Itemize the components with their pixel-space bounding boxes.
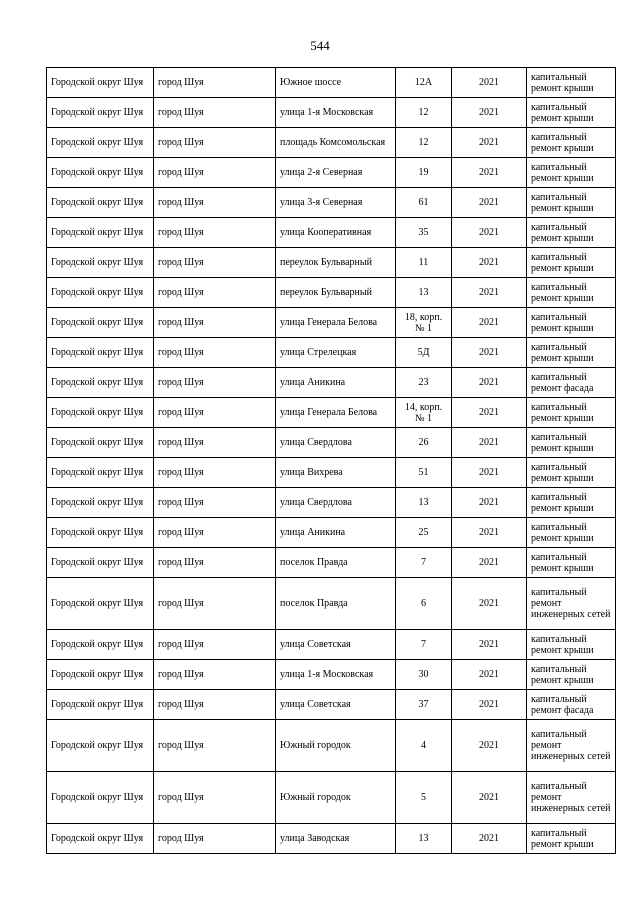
district-cell: Городской округ Шуя <box>47 488 154 518</box>
city-cell: город Шуя <box>154 188 276 218</box>
house-number-cell: 35 <box>396 218 452 248</box>
table-row <box>47 518 616 548</box>
table-row <box>47 458 616 488</box>
work-type-cell: капитальный ремонт крыши <box>527 428 616 458</box>
city-cell: город Шуя <box>154 578 276 630</box>
work-type-cell: капитальный ремонт фасада <box>527 368 616 398</box>
year-cell: 2021 <box>452 188 527 218</box>
district-cell: Городской округ Шуя <box>47 128 154 158</box>
year-cell: 2021 <box>452 68 527 98</box>
house-number-cell: 13 <box>396 488 452 518</box>
work-type-cell: капитальный ремонт крыши <box>527 824 616 854</box>
house-number-cell: 25 <box>396 518 452 548</box>
table-row <box>47 548 616 578</box>
table-row <box>47 488 616 518</box>
table-row <box>47 338 616 368</box>
work-type-cell: капитальный ремонт фасада <box>527 690 616 720</box>
work-type-cell: капитальный ремонт крыши <box>527 158 616 188</box>
city-cell: город Шуя <box>154 690 276 720</box>
district-cell: Городской округ Шуя <box>47 578 154 630</box>
street-cell: улица Свердлова <box>276 428 396 458</box>
year-cell: 2021 <box>452 488 527 518</box>
table-row <box>47 660 616 690</box>
house-number-cell: 61 <box>396 188 452 218</box>
district-cell: Городской округ Шуя <box>47 548 154 578</box>
street-cell: улица Заводская <box>276 824 396 854</box>
work-type-cell: капитальный ремонт крыши <box>527 630 616 660</box>
table-row <box>47 630 616 660</box>
city-cell: город Шуя <box>154 824 276 854</box>
street-cell: переулок Бульварный <box>276 248 396 278</box>
year-cell: 2021 <box>452 772 527 824</box>
street-cell: улица Советская <box>276 630 396 660</box>
house-number-cell: 12 <box>396 128 452 158</box>
street-cell: улица Генерала Белова <box>276 398 396 428</box>
work-type-cell: капитальный ремонт крыши <box>527 338 616 368</box>
work-type-cell: капитальный ремонт крыши <box>527 218 616 248</box>
street-cell: улица Свердлова <box>276 488 396 518</box>
street-cell: Южный городок <box>276 720 396 772</box>
work-type-cell: капитальный ремонт инженерных сетей <box>527 578 616 630</box>
district-cell: Городской округ Шуя <box>47 458 154 488</box>
house-number-cell: 19 <box>396 158 452 188</box>
year-cell: 2021 <box>452 368 527 398</box>
city-cell: город Шуя <box>154 630 276 660</box>
street-cell: улица Стрелецкая <box>276 338 396 368</box>
street-cell: Южное шоссе <box>276 68 396 98</box>
table-row <box>47 68 616 98</box>
street-cell: поселок Правда <box>276 548 396 578</box>
street-cell: улица Советская <box>276 690 396 720</box>
house-number-cell: 14, корп. № 1 <box>396 398 452 428</box>
table-row <box>47 368 616 398</box>
district-cell: Городской округ Шуя <box>47 368 154 398</box>
work-type-cell: капитальный ремонт крыши <box>527 458 616 488</box>
district-cell: Городской округ Шуя <box>47 188 154 218</box>
city-cell: город Шуя <box>154 518 276 548</box>
year-cell: 2021 <box>452 578 527 630</box>
district-cell: Городской округ Шуя <box>47 218 154 248</box>
table-row <box>47 308 616 338</box>
work-type-cell: капитальный ремонт крыши <box>527 548 616 578</box>
district-cell: Городской округ Шуя <box>47 720 154 772</box>
city-cell: город Шуя <box>154 660 276 690</box>
street-cell: Южный городок <box>276 772 396 824</box>
table-row <box>47 98 616 128</box>
year-cell: 2021 <box>452 278 527 308</box>
work-type-cell: капитальный ремонт крыши <box>527 68 616 98</box>
street-cell: площадь Комсомольская <box>276 128 396 158</box>
district-cell: Городской округ Шуя <box>47 630 154 660</box>
city-cell: город Шуя <box>154 368 276 398</box>
work-type-cell: капитальный ремонт крыши <box>527 660 616 690</box>
house-number-cell: 12А <box>396 68 452 98</box>
house-number-cell: 23 <box>396 368 452 398</box>
city-cell: город Шуя <box>154 98 276 128</box>
house-number-cell: 18, корп. № 1 <box>396 308 452 338</box>
table-row <box>47 278 616 308</box>
district-cell: Городской округ Шуя <box>47 518 154 548</box>
year-cell: 2021 <box>452 690 527 720</box>
city-cell: город Шуя <box>154 458 276 488</box>
street-cell: улица Вихрева <box>276 458 396 488</box>
district-cell: Городской округ Шуя <box>47 398 154 428</box>
year-cell: 2021 <box>452 458 527 488</box>
house-number-cell: 30 <box>396 660 452 690</box>
district-cell: Городской округ Шуя <box>47 824 154 854</box>
house-number-cell: 7 <box>396 630 452 660</box>
house-number-cell: 4 <box>396 720 452 772</box>
city-cell: город Шуя <box>154 308 276 338</box>
street-cell: улица Аникина <box>276 518 396 548</box>
work-type-cell: капитальный ремонт инженерных сетей <box>527 772 616 824</box>
district-cell: Городской округ Шуя <box>47 248 154 278</box>
city-cell: город Шуя <box>154 278 276 308</box>
work-type-cell: капитальный ремонт крыши <box>527 128 616 158</box>
year-cell: 2021 <box>452 218 527 248</box>
table-row <box>47 248 616 278</box>
district-cell: Городской округ Шуя <box>47 158 154 188</box>
table-row <box>47 218 616 248</box>
district-cell: Городской округ Шуя <box>47 338 154 368</box>
house-number-cell: 13 <box>396 824 452 854</box>
district-cell: Городской округ Шуя <box>47 278 154 308</box>
table-row <box>47 720 616 772</box>
city-cell: город Шуя <box>154 338 276 368</box>
work-type-cell: капитальный ремонт крыши <box>527 248 616 278</box>
city-cell: город Шуя <box>154 488 276 518</box>
work-type-cell: капитальный ремонт крыши <box>527 308 616 338</box>
house-number-cell: 51 <box>396 458 452 488</box>
city-cell: город Шуя <box>154 398 276 428</box>
year-cell: 2021 <box>452 518 527 548</box>
house-number-cell: 7 <box>396 548 452 578</box>
work-type-cell: капитальный ремонт крыши <box>527 398 616 428</box>
street-cell: улица 1-я Московская <box>276 98 396 128</box>
city-cell: город Шуя <box>154 158 276 188</box>
district-cell: Городской округ Шуя <box>47 98 154 128</box>
house-number-cell: 13 <box>396 278 452 308</box>
year-cell: 2021 <box>452 158 527 188</box>
year-cell: 2021 <box>452 398 527 428</box>
district-cell: Городской округ Шуя <box>47 690 154 720</box>
district-cell: Городской округ Шуя <box>47 308 154 338</box>
year-cell: 2021 <box>452 660 527 690</box>
year-cell: 2021 <box>452 630 527 660</box>
city-cell: город Шуя <box>154 128 276 158</box>
street-cell: переулок Бульварный <box>276 278 396 308</box>
year-cell: 2021 <box>452 720 527 772</box>
house-number-cell: 37 <box>396 690 452 720</box>
work-type-cell: капитальный ремонт крыши <box>527 518 616 548</box>
city-cell: город Шуя <box>154 218 276 248</box>
year-cell: 2021 <box>452 428 527 458</box>
street-cell: улица Генерала Белова <box>276 308 396 338</box>
street-cell: поселок Правда <box>276 578 396 630</box>
page-number: 544 <box>310 38 330 53</box>
work-type-cell: капитальный ремонт крыши <box>527 488 616 518</box>
street-cell: улица 2-я Северная <box>276 158 396 188</box>
year-cell: 2021 <box>452 338 527 368</box>
table-row <box>47 188 616 218</box>
year-cell: 2021 <box>452 308 527 338</box>
district-cell: Городской округ Шуя <box>47 772 154 824</box>
work-type-cell: капитальный ремонт инженерных сетей <box>527 720 616 772</box>
city-cell: город Шуя <box>154 548 276 578</box>
district-cell: Городской округ Шуя <box>47 428 154 458</box>
house-number-cell: 11 <box>396 248 452 278</box>
city-cell: город Шуя <box>154 772 276 824</box>
city-cell: город Шуя <box>154 428 276 458</box>
house-number-cell: 12 <box>396 98 452 128</box>
street-cell: улица Аникина <box>276 368 396 398</box>
table-row <box>47 128 616 158</box>
table-row <box>47 398 616 428</box>
table-row <box>47 428 616 458</box>
year-cell: 2021 <box>452 98 527 128</box>
year-cell: 2021 <box>452 824 527 854</box>
district-cell: Городской округ Шуя <box>47 660 154 690</box>
district-cell: Городской округ Шуя <box>47 68 154 98</box>
house-number-cell: 26 <box>396 428 452 458</box>
house-number-cell: 5 <box>396 772 452 824</box>
city-cell: город Шуя <box>154 68 276 98</box>
work-type-cell: капитальный ремонт крыши <box>527 98 616 128</box>
year-cell: 2021 <box>452 548 527 578</box>
street-cell: улица Кооперативная <box>276 218 396 248</box>
table-row <box>47 772 616 824</box>
table-row <box>47 578 616 630</box>
table-body <box>47 68 616 854</box>
city-cell: город Шуя <box>154 248 276 278</box>
table-row <box>47 158 616 188</box>
street-cell: улица 1-я Московская <box>276 660 396 690</box>
registry-table <box>46 67 616 854</box>
city-cell: город Шуя <box>154 720 276 772</box>
table-row <box>47 690 616 720</box>
year-cell: 2021 <box>452 128 527 158</box>
street-cell: улица 3-я Северная <box>276 188 396 218</box>
table-row <box>47 824 616 854</box>
house-number-cell: 6 <box>396 578 452 630</box>
work-type-cell: капитальный ремонт крыши <box>527 278 616 308</box>
work-type-cell: капитальный ремонт крыши <box>527 188 616 218</box>
house-number-cell: 5Д <box>396 338 452 368</box>
year-cell: 2021 <box>452 248 527 278</box>
